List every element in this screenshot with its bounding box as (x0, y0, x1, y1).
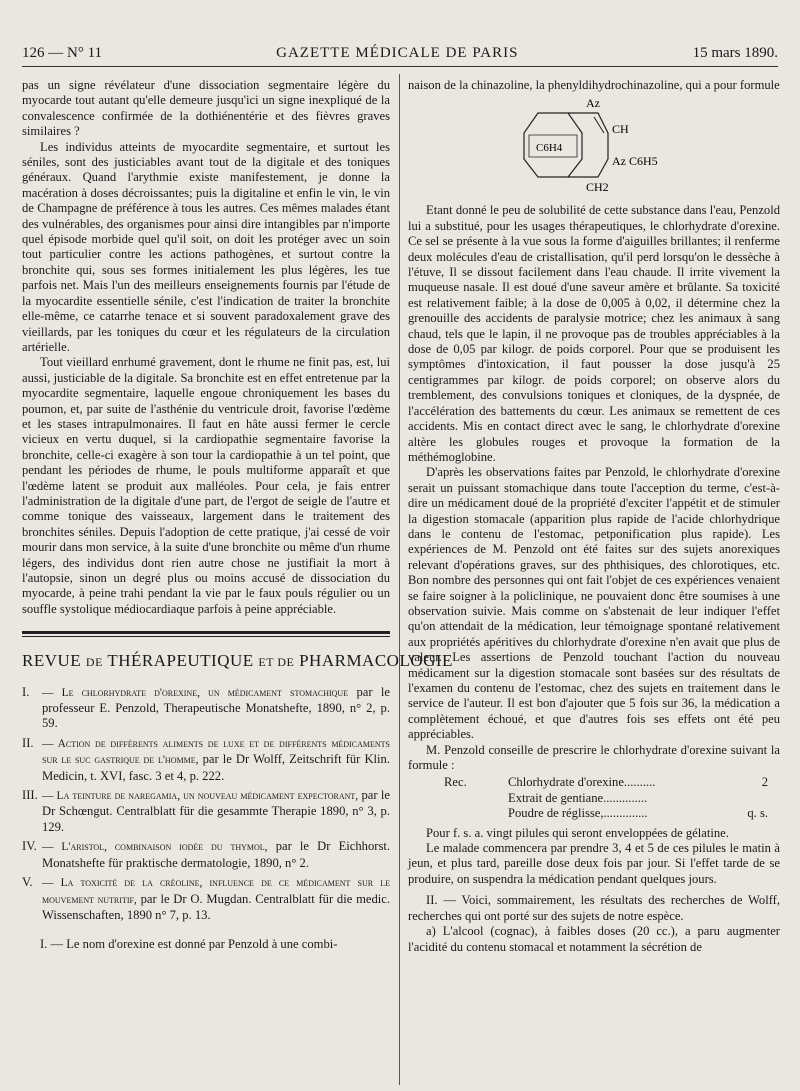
journal-title: GAZETTE MÉDICALE DE PARIS (276, 44, 519, 61)
prescription-row: Extrait de gentiane.............. (508, 790, 648, 805)
section-rule (22, 631, 390, 637)
review-item: IV. — L'aristol, combinaison iodée du thymol, par le Dr Eichhorst. Monatshefte für praktische dermatologie, 1890, n° 2. (22, 839, 390, 870)
issue-date: 15 mars 1890. (692, 44, 778, 61)
section-title: REVUE DE THÉRAPEUTIQUE ET DE PHARMACOLOGIE (22, 651, 453, 671)
paragraph: Etant donné le peu de solubilité de cette substance dans l'eau, Penzold lui a substitué, pour les usages thérapeutiques, le chlorhydrate d'orexine. Ce sel se présente à la vue sous la forme d'aiguilles brillantes; il renferme deux molécules d'eau de cristallisation, qu'il perd lorsqu'on le dessèche à l'étuve, Il se dissout facilement dans l'eau chaude. Il irrite vivement la muqueuse nasale. Il est doué d'une saveur amère et brûlante. Sa toxicité est relativement faible; à la dose de 0,005 à 0,02, il détermine chez la grenouille des accidents de paralysie motrice; chez les animaux à sang chaud, tels que le lapin, il ne provoque pas de troubles appréciables à la dose de 0,05 par kilogr. de poids corporel. Pour que se produisent les symptômes d'intoxication, il faut pousser la dose jusqu'à 25 centigrammes par kilogr. de poids corporel; on observe alors du tremblement, des convulsions toniques et cloniques, de la dyspnée, de l'accélération des battements du cœur. Les animaux se remettent de ces accidents. Mis en contact direct avec le sang, le chlorhydrate d'orexine altère les globules rouges et provoque la formation de la méthémoglobine. (408, 203, 780, 464)
paragraph: a) L'alcool (cognac), à faibles doses (20 cc.), a paru augmenter l'acidité du contenu stomacal et notamment la sécrétion de (408, 924, 780, 954)
c6h4-label: C6H4 (536, 142, 563, 155)
az-c6h5-label: Az C6H5 (612, 154, 658, 169)
paragraph: Les individus atteints de myocardite segmentaire, et surtout les séniles, sont des justiciables avant tout de la digitale et des toniques généraux. Quand l'arythmie existe manifestement, je donne la macération à doses décroissantes; puis la digitaline et enfin le vin, le vin de Champagne de préférence à tous les autres. Ces mêmes malades étant des vulnérables, des organismes pour ainsi dire intangibles par n'importe quel épisode morbide quel qu'il soit, on doit les protéger avec un soin tout particulier contre les actions pathogènes, et surtout contre la bronchite qui, sous ses formes initialement les plus légères, les tue parfois net. Mais l'un des meilleurs enseignements fournis par l'étude de la myocardite essentielle sénile, c'est l'indication de traiter la bronchite elle-même, ce catarrhe tenace et si souvent paradoxalement grave des vieillards, par les toniques du cœur et les régulateurs de la circulation artérielle. (22, 139, 390, 354)
column-divider (399, 74, 400, 1085)
left-column (22, 78, 453, 1081)
prescription-row: Rec. Chlorhydrate d'orexine.......... 2 (444, 775, 768, 790)
review-item: V. — La toxicité de la créoline, influence de ce médicament sur le mouvement nutritif, par le Dr O. Mugdan. Centralblatt für die medic. Wissenschaften, 1890 n° 7, p. 13. (22, 875, 391, 922)
review-item: I. — Le chlorhydrate d'orexine, un médicament stomachique par le professeur E. Penzold, Therapeutische Monatshefte, 1890, n° 2, p. 59. (22, 684, 390, 731)
double-bond (594, 117, 604, 133)
paragraph: naison de la chinazoline, la phenyldihydrochinazoline, qui a pour formule (408, 78, 780, 92)
paragraph: I. — Le nom d'orexine est donné par Penzold à une combi- (40, 937, 338, 952)
prescription (408, 775, 780, 821)
az-top-label: Az (586, 96, 600, 111)
paragraph: Pour f. s. a. vingt pilules qui seront enveloppées de gélatine. (426, 825, 729, 840)
review-item: III. — La teinture de naregamia, un nouveau médicament expectorant, par le Dr Schœngut. Centralblatt für die gesammte Therapie 1890, n° 3, p. 129. (22, 788, 390, 834)
page-header (22, 40, 778, 67)
page-number: 126 — N° 11 (22, 44, 103, 61)
formula-diagram (498, 93, 718, 193)
paragraph: pas un signe révélateur d'une dissociation segmentaire légère du myocarde tout autant qu'elle demeure jusqu'ici un signe inexpliqué de la convalescence confirmée de la dothiénentérie et des fièvres graves similaires ? (22, 78, 390, 139)
prescription-row: Poudre de réglisse,.............. q. s. (508, 806, 768, 821)
paragraph: Le malade commencera par prendre 3, 4 et 5 de ces pilules le matin à jeun, et plus tard, pareille dose deux fois par jour. Si l'effet tarde de se produire, on suspendra la médication pendant quelques jours. (408, 841, 780, 886)
right-column (408, 78, 780, 1081)
paragraph: Tout vieillard enrhumé gravement, dont le rhume ne finit pas, est, lui aussi, justiciable de la digitale. Sa bronchite est en effet entretenue par la myocardite segmentaire, laquelle engoue chroniquement les bases du poumon, et, par suite de l'asthénie du ventricule droit, favorise l'œdème et les stases intrapulmonaires. Il faut en hâte aussi fermer le cercle vicieux en vertu duquel, si la cardiopathie segmentaire favorise la bronchite, celle-ci exagère à son tour la cardiopathie à un tel point, que pendant les périodes de rhume, le pouls multiforme apparaît et que l'œdème latent se produit aux malléoles. Pour cela, je fais entrer l'administration de la digitale d'une part, de l'ergot de seigle de l'autre et comme tonique des vaisseaux, largement dans le traitement des bronchites séniles. Depuis l'adoption de cette pratique, j'ai cessé de voir mourir dans mon service, à la suite d'une bronchite ou même d'un rhume légers, des individus dont rien autre chose ne justifiait la mort à l'autopsie, sinon un degré plus ou moins accusé de dissociation du myocarde, à peine trahi pendant la vie par le faux pouls régulier ou un souffle systolique médiocardiaque parfois à peine appréciable. (22, 355, 390, 616)
paragraph: M. Penzold conseille de prescrire le chlorhydrate d'orexine suivant la formule : (408, 742, 780, 773)
ch2-label: CH2 (586, 180, 609, 194)
review-item: II. — Action de différents aliments de luxe et de différents médicaments sur le suc gastrique de l'homme, par le Dr Wolff, Zeitschrift für Klin. Medicin, t. XVI, fasc. 3 et 4, p. 222. (22, 735, 390, 783)
paragraph: II. — Voici, sommairement, les résultats des recherches de Wolff, recherches qui ont porté sur des sujets de notre espèce. (408, 893, 780, 923)
ch-label: CH (612, 122, 629, 137)
paragraph: D'après les observations faites par Penzold, le chlorhydrate d'orexine serait un puissant stomachique dans toute l'acception du terme, c'est-à-dire un médicament doué de la propriété d'exciter l'appétit et de stimuler la digestion stomacale (apparition plus rapide de l'acide chlorhydrique dans le contenu de l'estomac, petponification plus rapide). Les expériences de M. Penzold ont été faites sur des sujets anorexiques relevant d'opérations graves, sur des phthisiques, des chlorotiques, etc. Bon nombre des personnes qui ont fait l'objet de ces expériences venaient se faire soigner à la policlinique, ne pouvaient donc être soumises à une observation suivie. Mais comme on s'abstenait de leur indiquer l'effet qu'on attendait de la médication, leur témoignage spontané relativement aux propriétés apéritives du chlorhydrate d'orexine n'en avait que plus de valeur. Les assertions de Penzold touchant l'action du nouveau médicament sur la digestion stomacale sont basées sur des résultats de l'examen du contenu de l'estomac, chez des sujets en traitement dans le service de l'auteur. Il est bon d'ajouter que 5 fois sur 36, la médication a complètement échoué, et que d'autres fois ses effets ont été peu appréciables. (408, 465, 780, 742)
chemical-formula (408, 93, 780, 197)
